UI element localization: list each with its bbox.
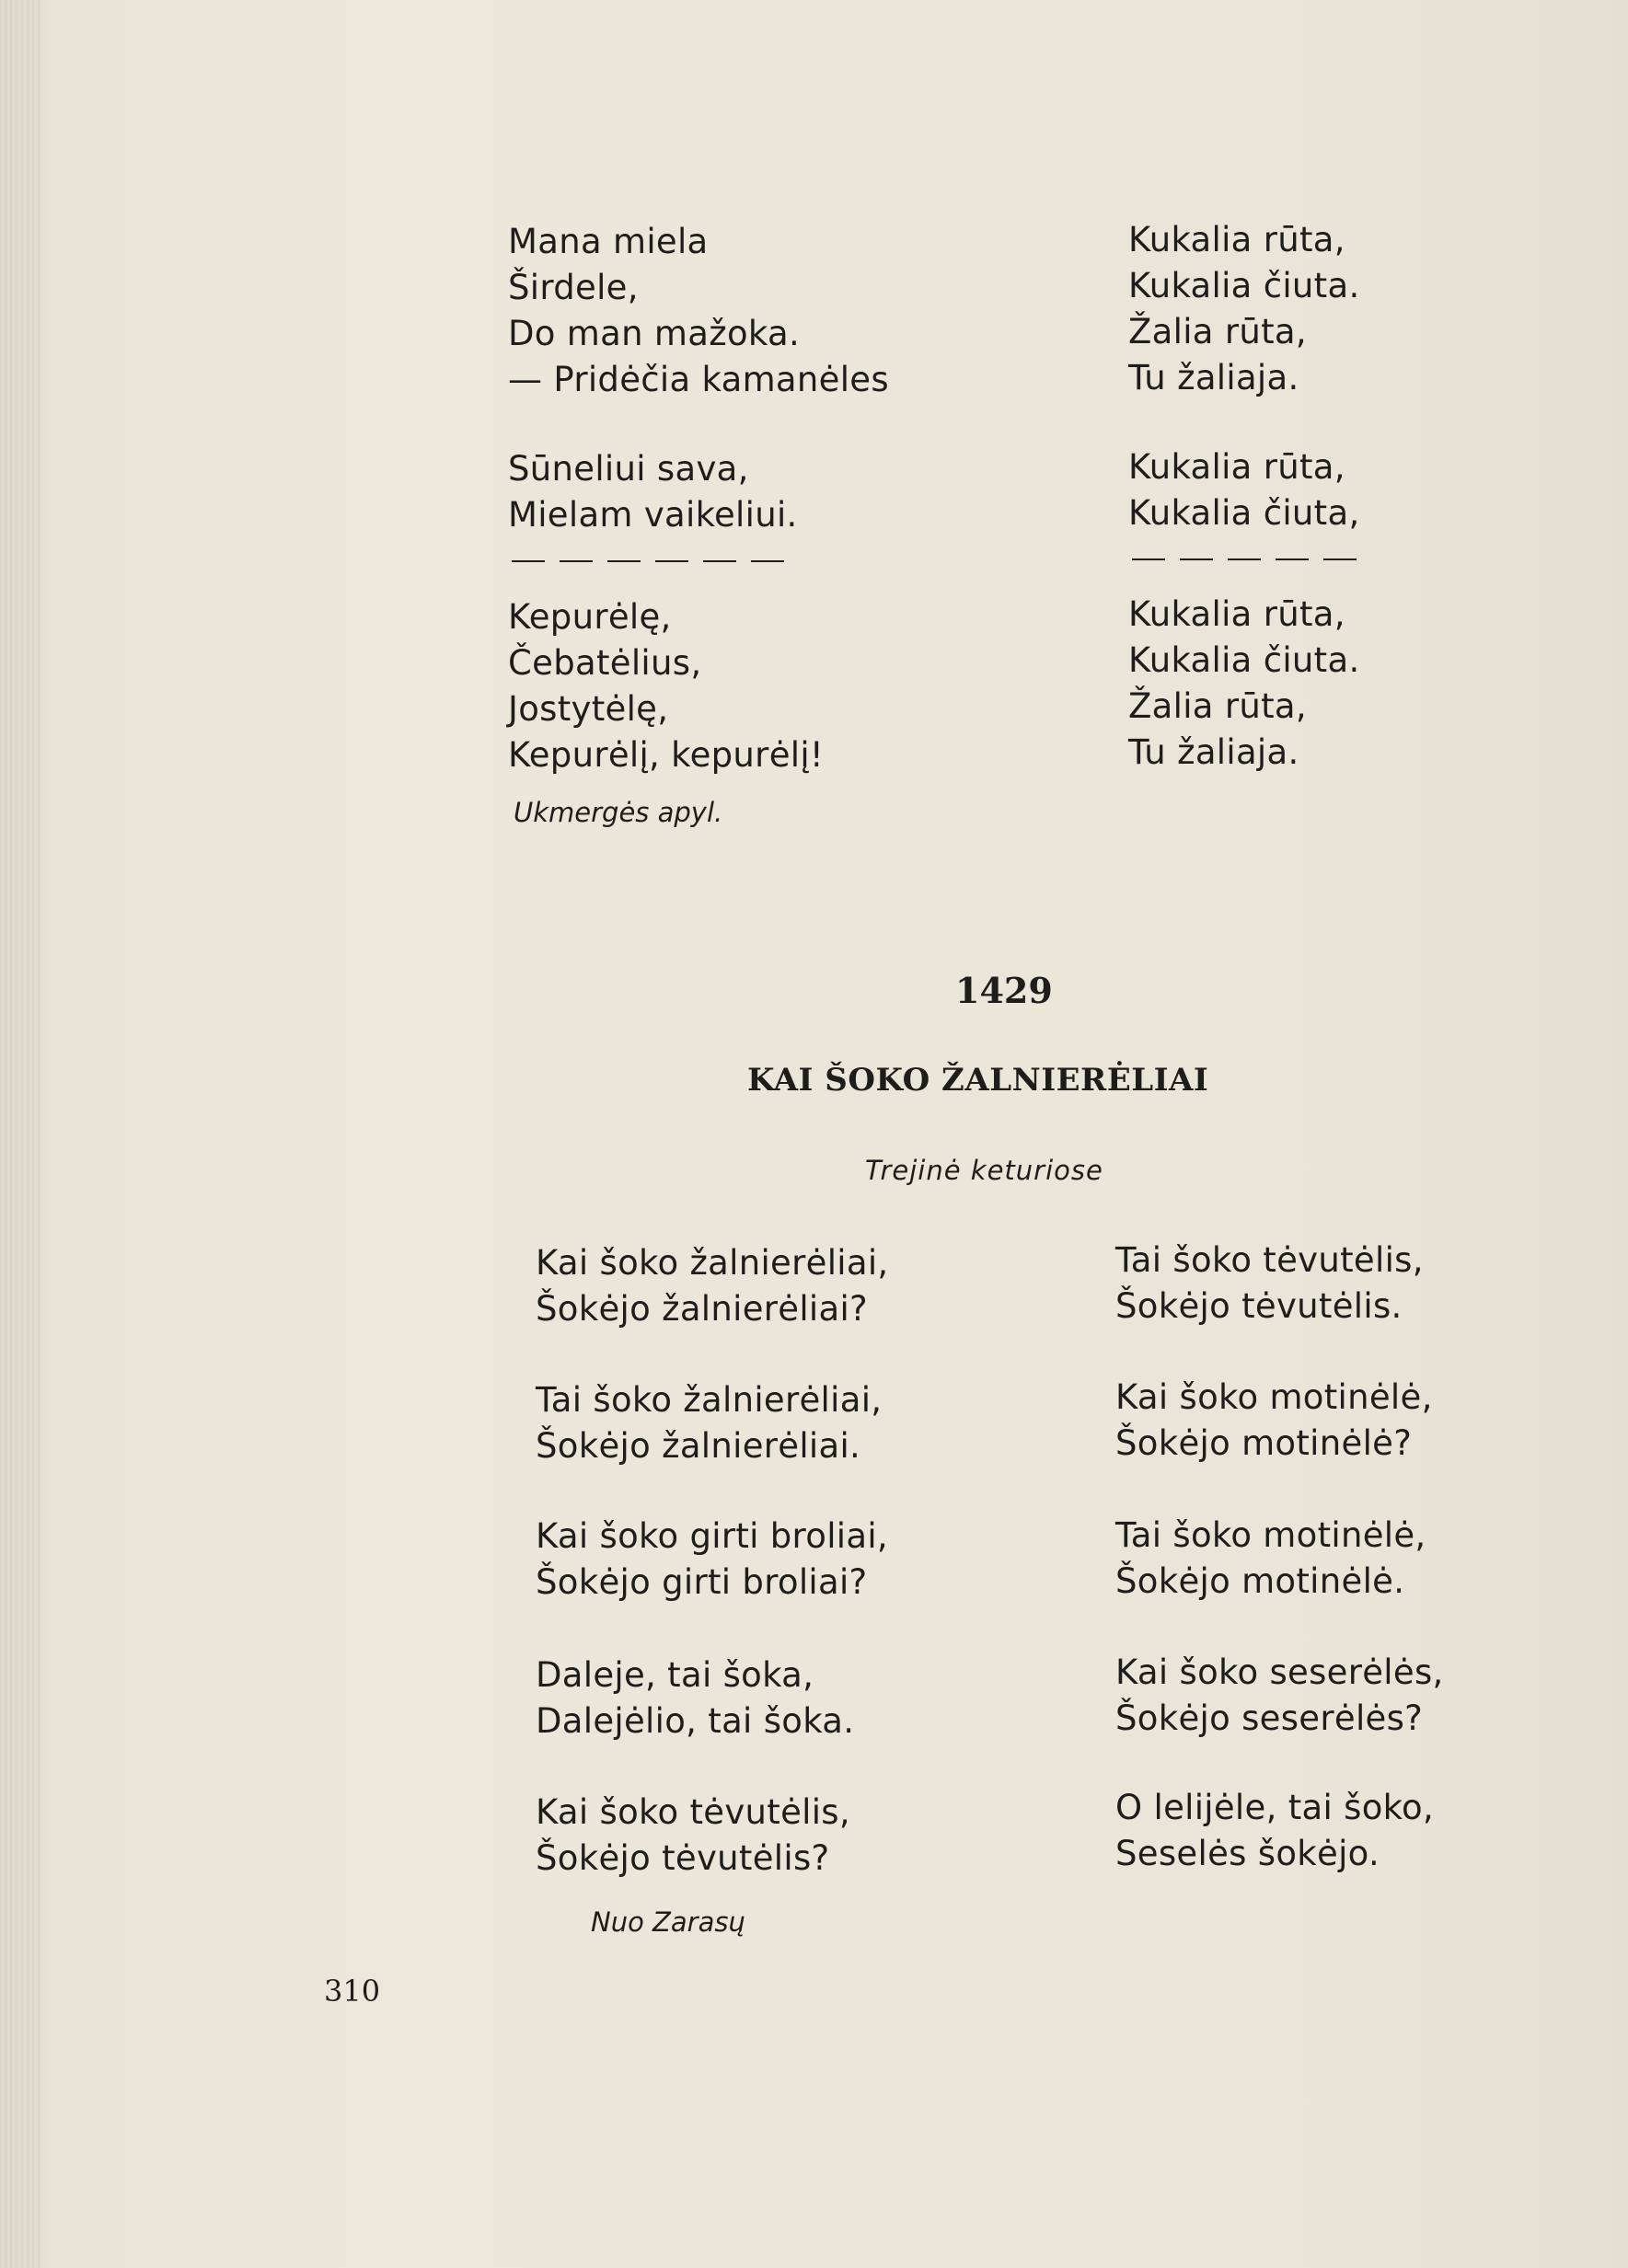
song-left-stanza-4 (536, 1652, 854, 1744)
song-left-stanza-5 (536, 1790, 850, 1882)
verse-line: Dalejėlio, tai šoka. (536, 1701, 855, 1741)
verse-line: — Pridėčia kamanėles (508, 360, 889, 399)
verse-line: Mielam vaikeliui. (508, 495, 798, 535)
top-right-stanza-3 (1128, 592, 1360, 776)
verse-line: Tu žaliaja. (1128, 358, 1299, 397)
song-right-stanza-3 (1115, 1513, 1426, 1605)
verse-line: Tu žaliaja. (1128, 732, 1299, 772)
verse-line: Šokėjo motinėlė. (1115, 1561, 1405, 1601)
song-right-stanza-2 (1115, 1375, 1433, 1467)
verse-line: Širdele, (508, 268, 639, 307)
place-note-bottom: Nuo Zarasų (591, 1906, 745, 1938)
verse-line: Jostytėlę, (508, 689, 669, 729)
verse-line: Žalia rūta, (1128, 312, 1307, 351)
song-number: 1429 (955, 970, 1053, 1011)
top-left-stanza-1 (508, 219, 889, 403)
verse-line: Kai šoko tėvutėlis, (536, 1792, 850, 1832)
verse-line: O lelijėle, tai šoko, (1115, 1788, 1435, 1827)
top-left-stanza-3 (508, 594, 824, 778)
omission-dashes-left (512, 560, 784, 562)
place-note-top: Ukmergės apyl. (514, 797, 723, 828)
verse-line: Kai šoko žalnierėliai, (536, 1243, 889, 1283)
verse-line: Kukalia čiuta, (1128, 493, 1360, 533)
verse-line: Šokėjo tėvutėlis? (536, 1838, 830, 1878)
page-edge (0, 0, 42, 2268)
song-right-stanza-1 (1115, 1238, 1424, 1330)
verse-line: Tai šoko žalnierėliai, (536, 1380, 883, 1420)
verse-line: Šokėjo seserėlės? (1115, 1698, 1424, 1738)
verse-line: Kukalia čiuta. (1128, 266, 1360, 305)
verse-line: Kai šoko motinėlė, (1115, 1377, 1433, 1417)
page-number: 310 (324, 1974, 381, 2009)
verse-line: Tai šoko motinėlė, (1115, 1515, 1426, 1555)
omission-dashes-right (1132, 558, 1357, 560)
verse-line: Daleje, tai šoka, (536, 1655, 814, 1695)
song-title: KAI ŠOKO ŽALNIERĖLIAI (747, 1062, 1209, 1099)
verse-line: Kai šoko seserėlės, (1115, 1652, 1444, 1692)
verse-line: Šokėjo tėvutėlis. (1115, 1286, 1403, 1326)
song-right-stanza-4 (1115, 1650, 1444, 1742)
song-right-stanza-5 (1115, 1785, 1434, 1877)
verse-line: Seselės šokėjo. (1115, 1834, 1380, 1873)
verse-line: Kukalia rūta, (1128, 220, 1345, 259)
verse-line: Čebatėlius, (508, 643, 702, 683)
verse-line: Kukalia rūta, (1128, 594, 1345, 634)
verse-line: Sūneliui sava, (508, 449, 749, 489)
song-left-stanza-2 (536, 1377, 882, 1469)
verse-line: Šokėjo žalnierėliai? (536, 1289, 868, 1329)
verse-line: Šokėjo žalnierėliai. (536, 1426, 861, 1466)
verse-line: Kepurėlę, (508, 597, 672, 637)
top-left-stanza-2 (508, 446, 798, 538)
song-left-stanza-3 (536, 1514, 888, 1606)
song-left-stanza-1 (536, 1240, 888, 1332)
top-right-stanza-2 (1128, 444, 1360, 536)
verse-line: Kai šoko girti broliai, (536, 1516, 888, 1556)
verse-line: Kepurėlį, kepurėlį! (508, 735, 825, 775)
verse-line: Do man mažoka. (508, 314, 801, 353)
top-right-stanza-1 (1128, 217, 1360, 401)
verse-line: Kukalia čiuta. (1128, 640, 1360, 680)
verse-line: Tai šoko tėvutėlis, (1115, 1240, 1424, 1280)
verse-line: Kukalia rūta, (1128, 447, 1345, 487)
song-subtitle: Trejinė keturiose (865, 1155, 1103, 1186)
verse-line: Mana miela (508, 222, 709, 261)
verse-line: Šokėjo motinėlė? (1115, 1423, 1413, 1463)
verse-line: Šokėjo girti broliai? (536, 1562, 868, 1602)
verse-line: Žalia rūta, (1128, 686, 1307, 726)
